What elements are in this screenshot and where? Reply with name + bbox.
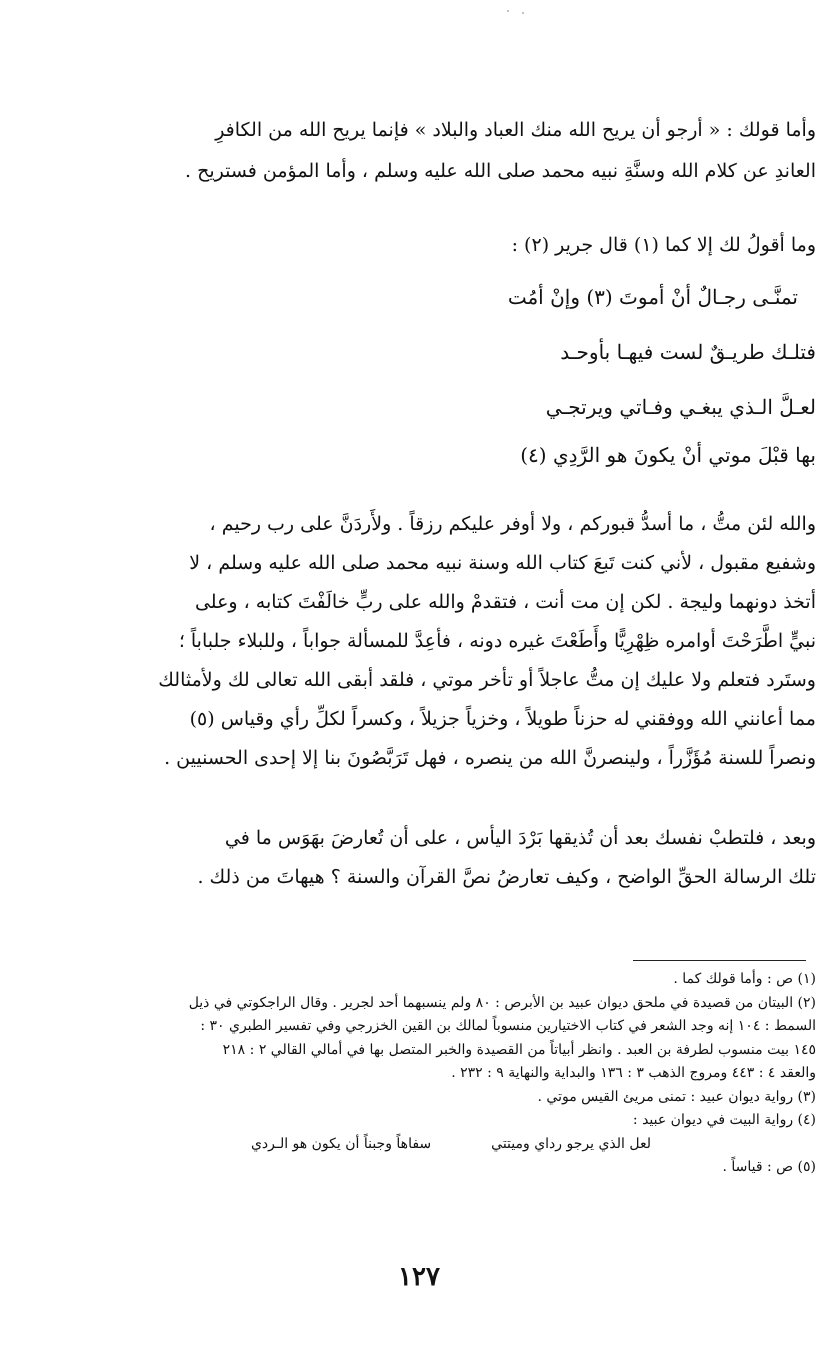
- body-paragraph: [16, 819, 816, 897]
- text-line: والله لئن متُّ ، ما أسدُّ قبوركم ، ولا أوفر عليكم رزقاً . ولأَردَنَّ على رب رحيم ،: [209, 513, 816, 535]
- footnotes-list: [26, 968, 816, 1180]
- footnote: [26, 992, 816, 1086]
- poem-verse: لعـلَّ الـذي يبغـي وفـاتي ويرتجـي: [545, 395, 816, 419]
- footnote-verse-hemistich: لعل الذي يرجو رداي وميتتي: [491, 1135, 651, 1152]
- scan-speck-mark: [505, 8, 527, 16]
- text-line: وستَرد فتعلم ولا عليك إن متُّ عاجلاً أو تأخر موتي ، فلقد أبقى الله تعالى لك ولأمثالك: [158, 669, 816, 691]
- footnote-divider: [633, 960, 806, 961]
- text-line: ونصراً للسنة مُؤَزَّراً ، ولينصرنَّ الله من ينصره ، فهل تَرَبَّصُونَ بنا إلا إحدى الحسنيين .: [164, 747, 816, 769]
- body-paragraph: [16, 110, 816, 191]
- footnote: [26, 1086, 816, 1110]
- footnote-line: (٢) البيتان من قصيدة في ملحق ديوان عبيد بن الأبرص : ٨٠ ولم ينسبهما أحد لجرير . وقال الراجكوتي في ذيل: [188, 994, 816, 1011]
- poem-verse: بها قبْلَ موتي أنْ يكونَ هو الرَّدِي (٤): [520, 443, 816, 467]
- body-paragraph: [16, 505, 816, 778]
- poem-verse: فتلـك طريـقٌ لست فيهـا بأوحـد: [560, 340, 816, 364]
- text-line: وشفيع مقبول ، لأني كنت تَبعَ كتاب الله وسنة نبيه محمد صلى الله عليه وسلم ، لا: [189, 552, 816, 574]
- footnote-verse-hemistich: سفاهاً وجبناً أن يكون هو الـردي: [250, 1135, 432, 1152]
- footnote-line: (٥) ص : قياساً .: [722, 1159, 816, 1175]
- text-line: أتخذ دونهما وليجة . لكن إن مت أنت ، فتقدمْ والله على ربٍّ خالَفْتَ كتابه ، وعلى: [194, 591, 816, 613]
- poem-verse: تمنَّـى رجـالٌ أنْ أموتَ (٣) وإنْ أمُت: [507, 285, 798, 309]
- footnote: [26, 968, 816, 992]
- footnote-line: والعقد ٤ : ٤٤٣ ومروج الذهب ٣ : ١٣٦ والبداية والنهاية ٩ : ٢٣٢ .: [451, 1065, 816, 1081]
- text-line: وأما قولك : « أرجو أن يريح الله منك العباد والبلاد » فإنما يريح الله من الكافرِ: [215, 119, 816, 141]
- text-line: العاندِ عن كلام الله وسنَّةِ نبيه محمد صلى الله عليه وسلم ، وأما المؤمن فستريح .: [184, 159, 816, 182]
- body-paragraph: [16, 225, 816, 266]
- footnote-verse: [26, 1133, 816, 1157]
- text-line: وما أقولُ لك إلا كما (١) قال جرير (٢) :: [511, 234, 816, 256]
- text-line: نبيٍّ اطَّرَحْتَ أوامره ظِهْرِيًّا وأَطَعْتَ غيره دونه ، فأعِدَّ للمسألة جواباً ، وللبلاء جلباباً ؛: [178, 630, 816, 652]
- page-number: ١٢٧: [398, 1262, 440, 1292]
- footnote-line: (٤) رواية البيت في ديوان عبيد :: [632, 1112, 816, 1128]
- footnote: [26, 1109, 816, 1156]
- text-line: تلك الرسالة الحقِّ الواضح ، وكيف تعارضُ نصَّ القرآن والسنة ؟ هيهاتَ من ذلك .: [197, 866, 816, 888]
- footnote-line: (٣) رواية ديوان عبيد : تمنى مريئ القيس موتي .: [537, 1088, 816, 1105]
- footnote: [26, 1156, 816, 1180]
- footnote-line: ١٤٥ بيت منسوب لطرفة بن العبد . وانظر أبياتاً من القصيدة والخبر المتصل بها في أمالي القالي ٢ : ٢١٨: [222, 1041, 816, 1058]
- footnote-line: (١) ص : وأما قولك كما .: [673, 971, 816, 987]
- text-line: مما أعانني الله ووفقني له حزناً طويلاً ، وخزياً جزيلاً ، وكسراً لكلِّ رأي وقياس (٥): [189, 708, 816, 730]
- footnote-line: السمط : ١٠٤ إنه وجد الشعر في كتاب الاختيارين منسوباً لمالك بن القين الخزرجي وفي تفسير الطبري ٣٠ :: [200, 1018, 816, 1034]
- text-line: وبعد ، فلتطبْ نفسك بعد أن تُذيقها بَرْدَ اليأس ، على أن تُعارضَ بهَوَس ما في: [224, 827, 816, 849]
